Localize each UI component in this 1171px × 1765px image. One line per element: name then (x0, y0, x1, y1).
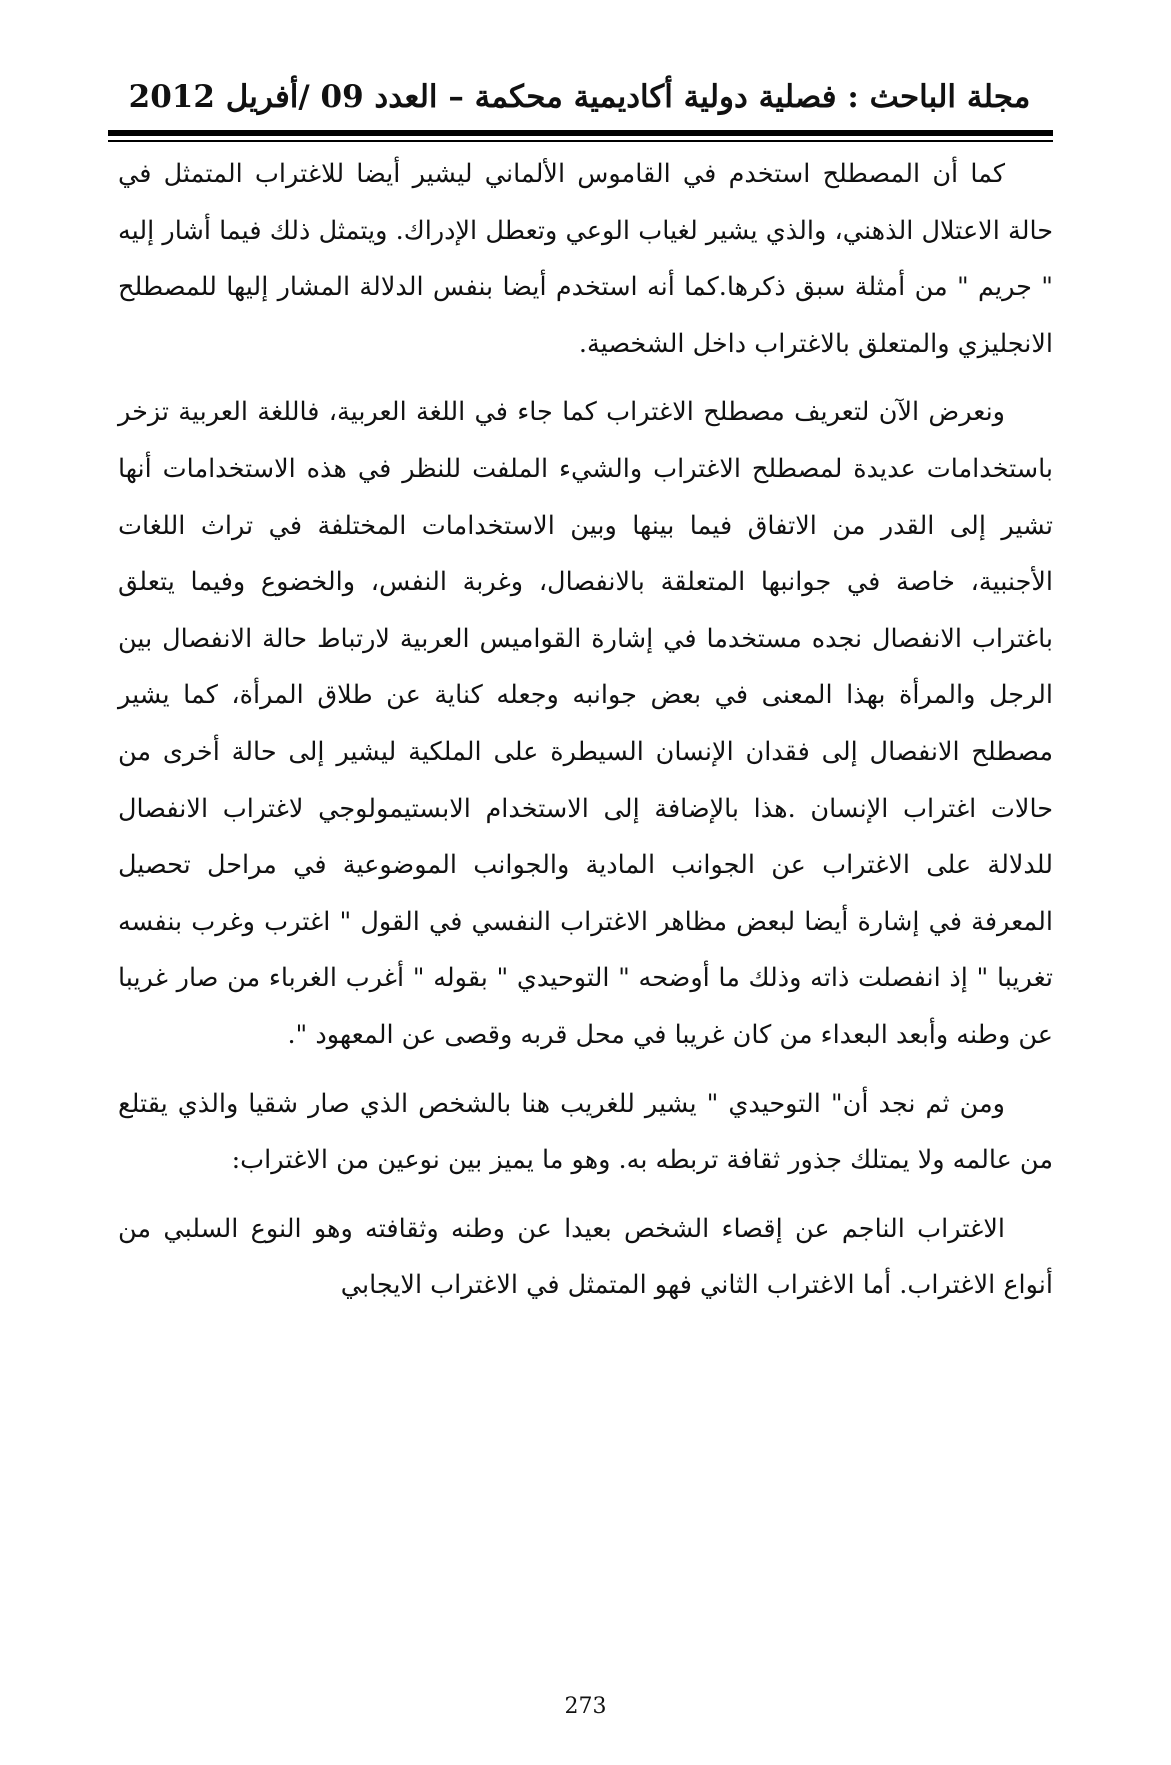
paragraph-1: كما أن المصطلح استخدم في القاموس الألماني ليشير أيضا للاغتراب المتمثل في حالة الاعتلال الذهني، والذي يشير لغياب الوعي وتعطل الإدراك. ويتمثل ذلك فيما أشار إليه " جريم " من أمثلة سبق ذكرها.كما أنه استخدم أيضا بنفس الدلالة المشار إليها للمصطلح الانجليزي والمتعلق بالاغتراب داخل الشخصية. (118, 159, 1053, 359)
page-number: 273 (564, 1694, 607, 1719)
journal-header: مجلة الباحث : فصلية دولية أكاديمية محكمة – العدد 09 /أفريل 2012 (128, 79, 1031, 115)
paragraph-2: ونعرض الآن لتعريف مصطلح الاغتراب كما جاء في اللغة العربية، فاللغة العربية تزخر باستخدامات عديدة لمصطلح الاغتراب والشيء الملفت للنظر في هذه الاستخدامات أنها تشير إلى القدر من الاتفاق فيما بينها وبين الاستخدامات المختلفة في تراث اللغات الأجنبية، خاصة في جوانبها المتعلقة بالانفصال، وغربة النفس، والخضوع وفيما يتعلق باغتراب الانفصال نجده مستخدما في إشارة القواميس العربية لارتباط حالة الانفصال بين الرجل والمرأة بهذا المعنى في بعض جوانبه وجعله كناية عن طلاق المرأة، كما يشير مصطلح الانفصال إلى فقدان الإنسان السيطرة على الملكية ليشير إلى حالة أخرى من حالات اغتراب الإنسان .هذا بالإضافة إلى الاستخدام الابستيمولوجي لاغتراب الانفصال للدلالة على الاغتراب عن الجوانب المادية والجوانب الموضوعية في مراحل تحصيل المعرفة في إشارة أيضا لبعض مظاهر الاغتراب النفسي في القول " اغترب وغرب بنفسه تغريبا " إذ انفصلت ذاته وذلك ما أوضحه " التوحيدي " بقوله " أغرب الغرباء من صار غريبا عن وطنه وأبعد البعداء من كان غريبا في محل قربه وقصى عن المعهود ". (118, 397, 1053, 1050)
header-rule-thick (108, 130, 1053, 136)
header-rule-thin (108, 140, 1053, 142)
paragraph-4: الاغتراب الناجم عن إقصاء الشخص بعيدا عن وطنه وثقافته وهو النوع السلبي من أنواع الاغتراب. أما الاغتراب الثاني فهو المتمثل في الاغتراب الايجابي (118, 1213, 1053, 1301)
article-body (118, 146, 1053, 1314)
paragraph-3: ومن ثم نجد أن" التوحيدي " يشير للغريب هنا بالشخص الذي صار شقيا والذي يقتلع من عالمه ولا يمتلك جذور ثقافة تربطه به. وهو ما يميز بين نوعين من الاغتراب: (118, 1088, 1053, 1176)
